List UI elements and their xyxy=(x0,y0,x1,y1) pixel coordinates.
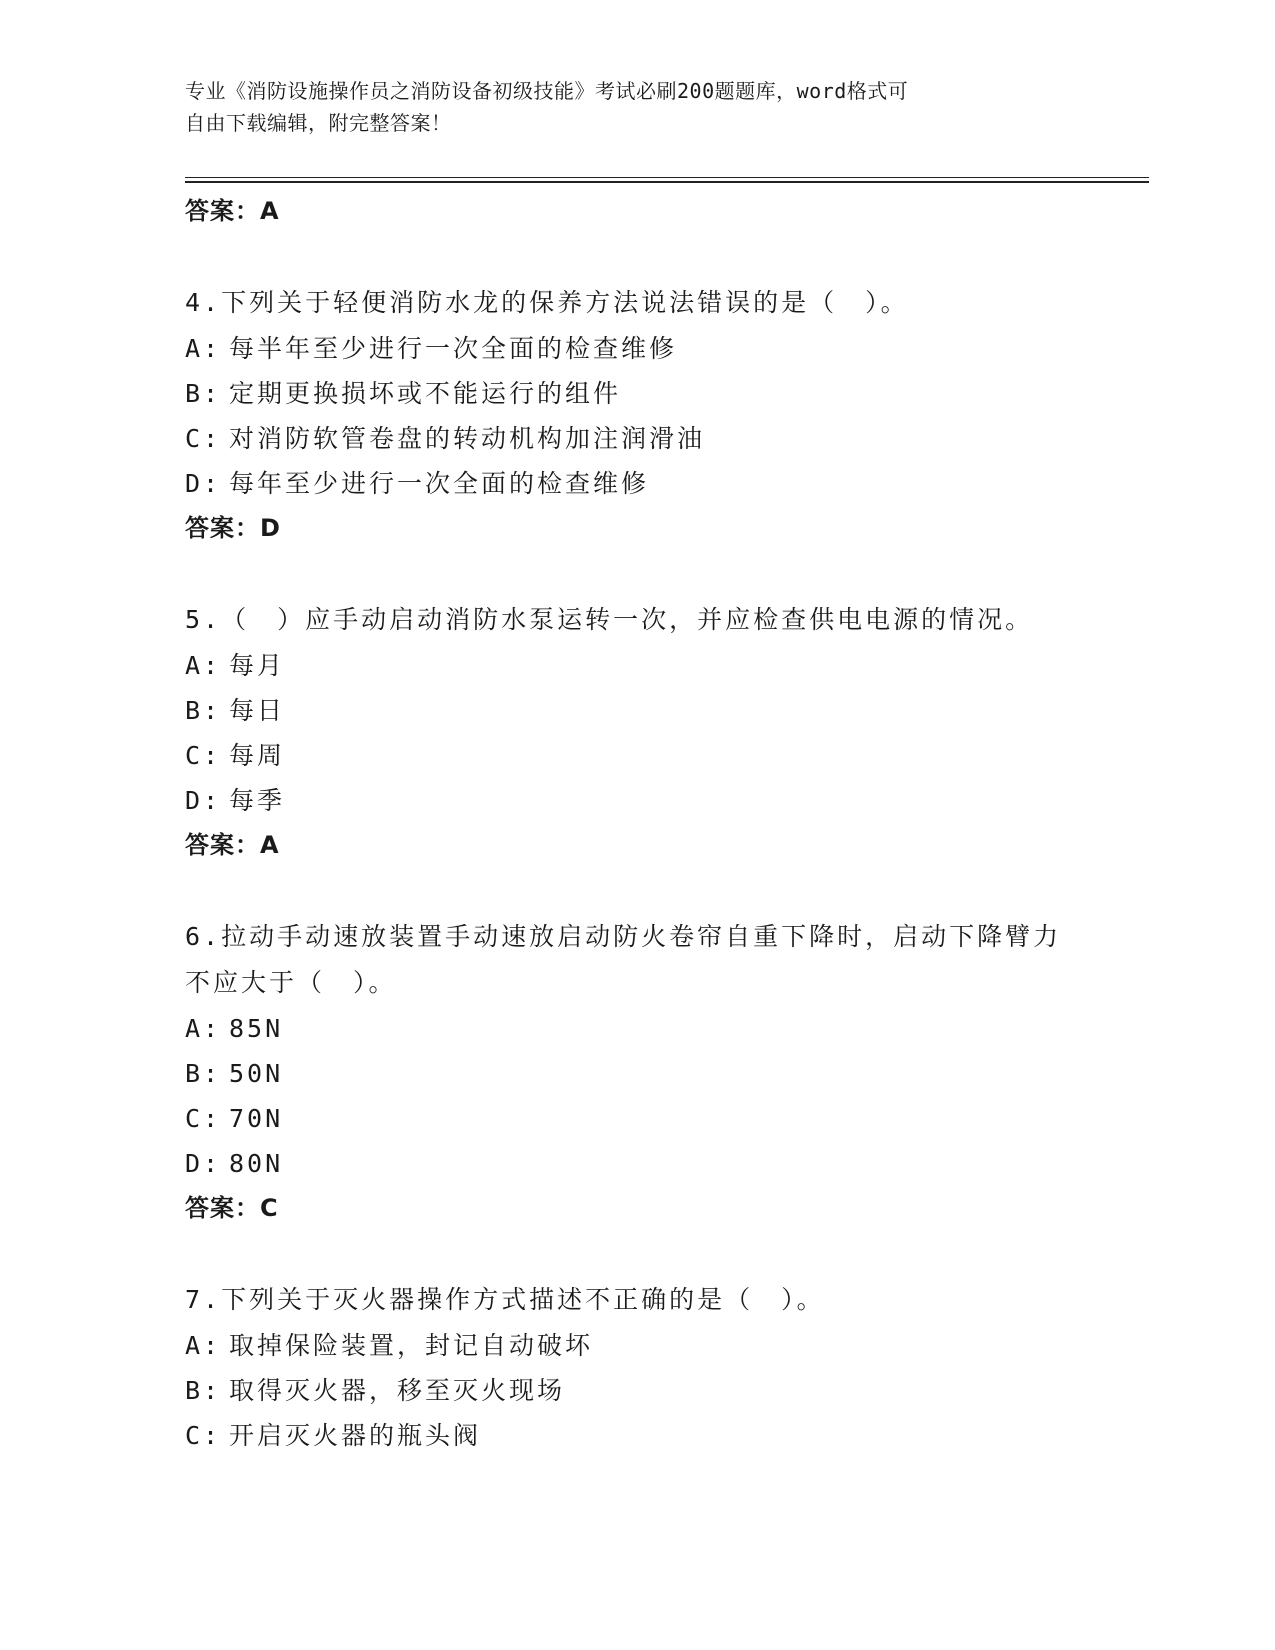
option-key: B: xyxy=(185,1059,222,1088)
option-a xyxy=(185,1006,1085,1051)
option-key: C: xyxy=(185,1421,222,1450)
header-line-1: 专业《消防设施操作员之消防设备初级技能》考试必刷200题题库，word格式可 xyxy=(185,79,909,103)
answer-line: 答案：A xyxy=(185,831,280,859)
option-key: B: xyxy=(185,696,222,725)
answer-line: 答案：C xyxy=(185,1194,279,1222)
option-key: C: xyxy=(185,424,222,453)
option-text: 50N xyxy=(229,1059,284,1088)
option-key: A: xyxy=(185,1331,222,1360)
option-text: 取掉保险装置，封记自动破坏 xyxy=(229,1331,594,1360)
option-b xyxy=(185,371,1085,416)
option-a xyxy=(185,643,1085,688)
option-b xyxy=(185,688,1085,733)
option-text: 每月 xyxy=(229,651,286,680)
question-stem: 5.（ ）应手动启动消防水泵运转一次，并应检查供电电源的情况。 xyxy=(185,605,1034,634)
option-text: 每年至少进行一次全面的检查维修 xyxy=(229,469,650,498)
option-key: D: xyxy=(185,469,222,498)
option-text: 定期更换损坏或不能运行的组件 xyxy=(229,379,622,408)
option-key: A: xyxy=(185,651,222,680)
option-text: 每周 xyxy=(229,741,286,770)
option-text: 每季 xyxy=(229,786,286,815)
option-key: C: xyxy=(185,1104,222,1133)
question-stem: 6.拉动手动速放装置手动速放启动防火卷帘自重下降时，启动下降臂力不应大于（ ）。 xyxy=(185,922,1062,997)
option-key: D: xyxy=(185,1149,222,1178)
option-text: 80N xyxy=(229,1149,284,1178)
question-stem: 4.下列关于轻便消防水龙的保养方法说法错误的是（ ）。 xyxy=(185,288,909,317)
option-text: 70N xyxy=(229,1104,284,1133)
option-text: 开启灭火器的瓶头阀 xyxy=(229,1421,482,1450)
header-divider-thin xyxy=(185,177,1149,178)
answer-line: 答案：D xyxy=(185,514,281,542)
header-divider-thick xyxy=(185,181,1149,183)
question-stem: 7.下列关于灭火器操作方式描述不正确的是（ ）。 xyxy=(185,1285,825,1314)
option-text: 取得灭火器，移至灭火现场 xyxy=(229,1376,566,1405)
option-text: 每半年至少进行一次全面的检查维修 xyxy=(229,334,678,363)
question-block xyxy=(185,914,1085,1230)
option-key: B: xyxy=(185,1376,222,1405)
option-d xyxy=(185,461,1085,506)
option-d xyxy=(185,1141,1085,1186)
question-block xyxy=(185,597,1085,867)
option-key: A: xyxy=(185,1014,222,1043)
option-a xyxy=(185,1323,1085,1368)
option-text: 85N xyxy=(229,1014,284,1043)
option-c xyxy=(185,416,1085,461)
option-b xyxy=(185,1368,1085,1413)
option-c xyxy=(185,1413,1085,1458)
option-text: 对消防软管卷盘的转动机构加注润滑油 xyxy=(229,424,706,453)
option-key: B: xyxy=(185,379,222,408)
header-line-2: 自由下载编辑，附完整答案！ xyxy=(185,111,452,135)
option-key: A: xyxy=(185,334,222,363)
option-text: 每日 xyxy=(229,696,286,725)
document-header xyxy=(185,75,1065,139)
option-c xyxy=(185,1096,1085,1141)
question-block xyxy=(185,280,1085,550)
question-block xyxy=(185,1277,1085,1458)
option-c xyxy=(185,733,1085,778)
option-b xyxy=(185,1051,1085,1096)
option-key: D: xyxy=(185,786,222,815)
option-d xyxy=(185,778,1085,823)
option-key: C: xyxy=(185,741,222,770)
question-list xyxy=(185,189,1085,1458)
answer-line: 答案：A xyxy=(185,197,280,225)
option-a xyxy=(185,326,1085,371)
